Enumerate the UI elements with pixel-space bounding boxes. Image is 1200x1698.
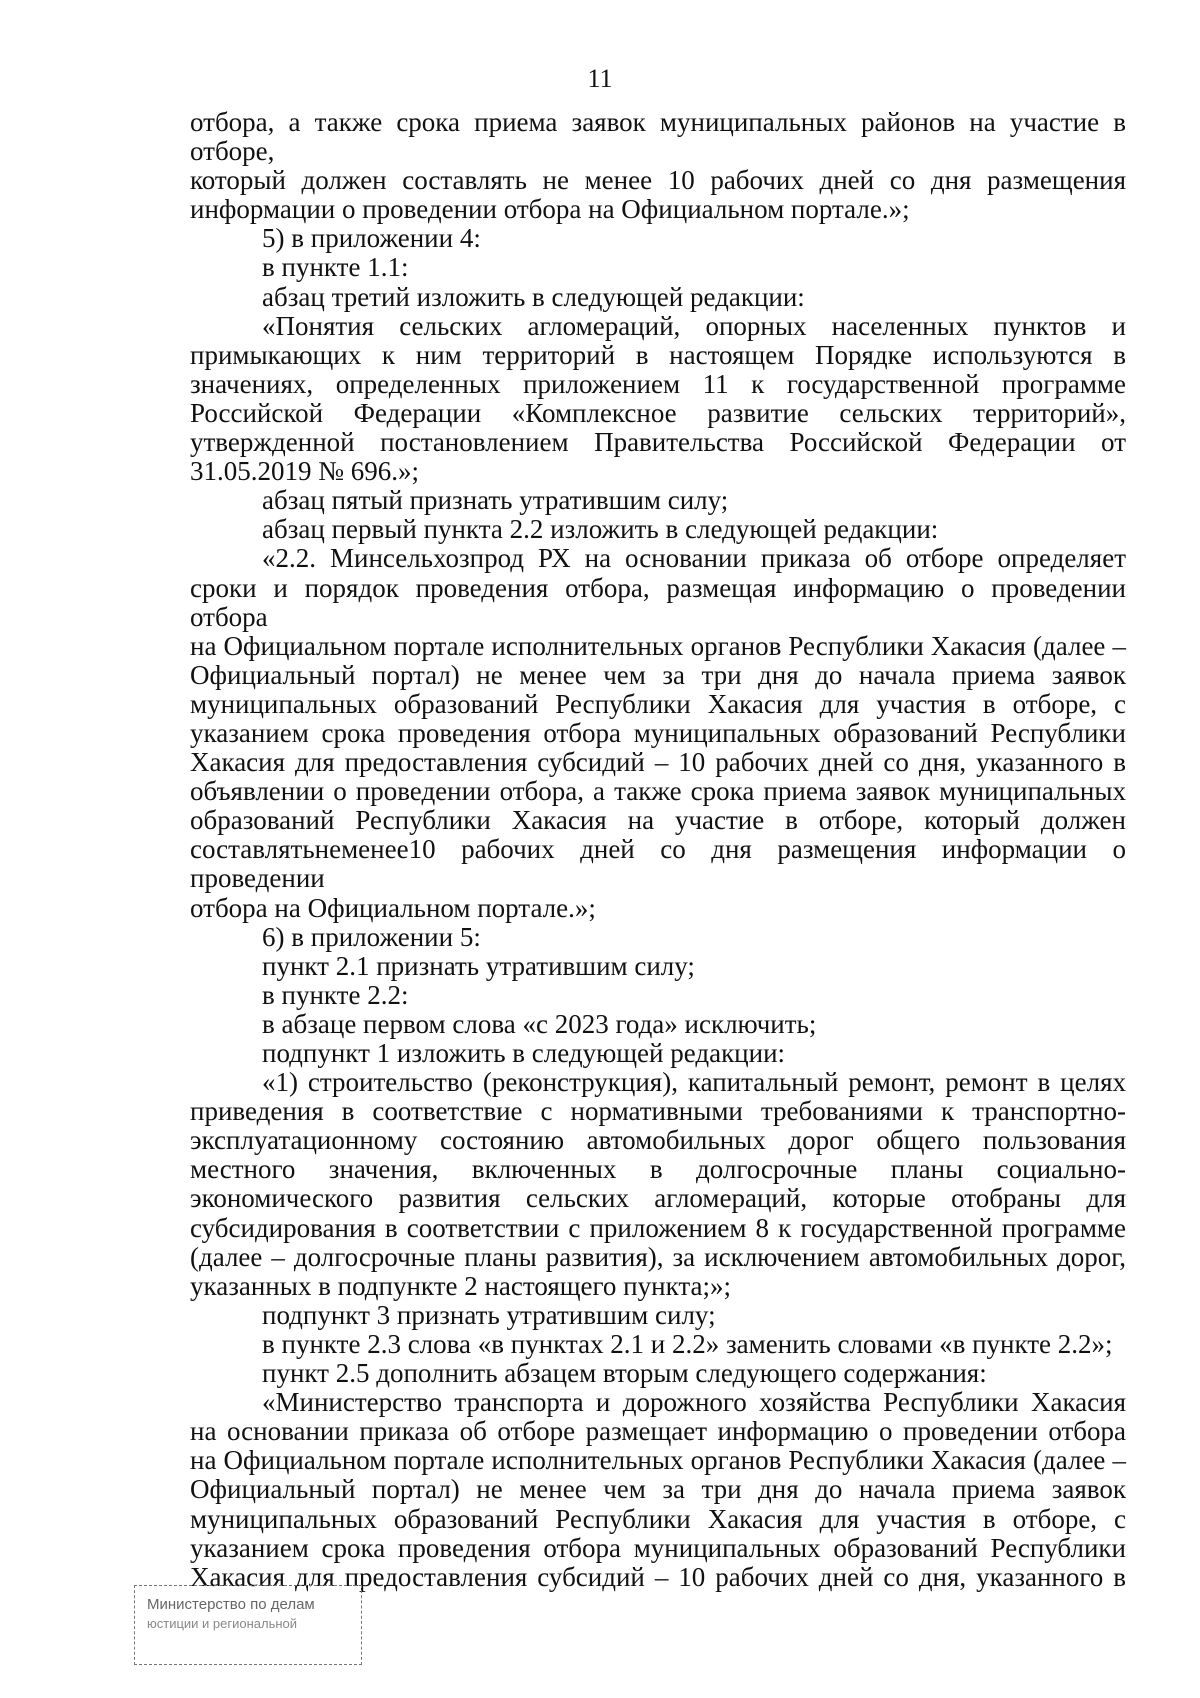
text-line: в пункте 2.2:	[262, 979, 409, 1010]
text-line: в пункте 1.1:	[262, 252, 409, 283]
text-line: субсидирования в соответствии с приложением 8 к государственной программе	[190, 1212, 1126, 1243]
text-line: муниципальных образований Республики Хакасия для участия в отборе, с	[190, 1503, 1126, 1534]
text-line: «1) строительство (реконструкция), капитальный ремонт, ремонт в целях	[262, 1067, 1126, 1098]
text-line: на основании приказа об отборе размещает информацию о проведении отбора	[190, 1416, 1126, 1447]
text-line: на Официальном портале исполнительных органов Республики Хакасия (далее –	[190, 1445, 1126, 1476]
text-line: в пункте 2.3 слова «в пунктах 2.1 и 2.2» заменить словами «в пункте 2.2»;	[262, 1328, 1113, 1359]
text-line: 6) в приложении 5:	[262, 921, 481, 952]
stamp-line-1: Министерство по делам	[147, 1596, 315, 1613]
text-line: экономического развития сельских агломераций, которые отобраны для	[190, 1183, 1126, 1214]
text-line: подпункт 3 признать утратившим силу;	[262, 1299, 716, 1330]
text-line: «Понятия сельских агломераций, опорных населенных пунктов и	[262, 310, 1126, 341]
text-line: отбора, а также срока приема заявок муниципальных районов на участие в отборе,	[190, 107, 1126, 167]
text-line: Российской Федерации «Комплексное развитие сельских территорий»,	[190, 397, 1126, 428]
text-line: приведения в соответствие с нормативными требованиями к транспортно-	[190, 1096, 1126, 1127]
document-body	[190, 108, 1126, 1592]
text-line: указанием срока проведения отбора муниципальных образований Республики	[190, 1532, 1126, 1563]
text-line: местного значения, включенных в долгосрочные планы социально-	[190, 1154, 1126, 1185]
text-line: «Министерство транспорта и дорожного хозяйства Республики Хакасия	[262, 1387, 1126, 1418]
text-line: Хакасия для предоставления субсидий – 10 рабочих дней со дня, указанного в	[190, 747, 1126, 778]
text-line: муниципальных образований Республики Хакасия для участия в отборе, с	[190, 688, 1126, 719]
text-line: утвержденной постановлением Правительства Российской Федерации от	[190, 427, 1126, 458]
text-line: пункт 2.1 признать утратившим силу;	[262, 950, 695, 981]
text-line: информации о проведении отбора на Официальном портале.»;	[190, 194, 910, 225]
text-line: Хакасия для предоставления субсидий – 10 рабочих дней со дня, указанного в	[190, 1561, 1126, 1592]
text-line: образований Республики Хакасия на участие в отборе, который должен	[190, 805, 1126, 836]
text-line: составлятьнеменее10 рабочих дней со дня размещения информации о проведении	[190, 834, 1126, 894]
text-line: подпункт 1 изложить в следующей редакции:	[262, 1038, 786, 1068]
text-line: «2.2. Минсельхозпрод РХ на основании приказа об отборе определяет	[262, 543, 1126, 574]
text-line: указанием срока проведения отбора муниципальных образований Республики	[190, 717, 1126, 748]
text-line: (далее – долгосрочные планы развития), за исключением автомобильных дорог,	[190, 1241, 1126, 1272]
text-line: Официальный портал) не менее чем за три дня до начала приема заявок	[190, 1474, 1126, 1505]
text-line: отбора на Официальном портале.»;	[190, 892, 596, 923]
text-line: абзац пятый признать утратившим силу;	[262, 485, 729, 516]
page-number: 11	[587, 64, 613, 93]
text-line: на Официальном портале исполнительных органов Республики Хакасия (далее –	[190, 630, 1126, 661]
text-line: который должен составлять не менее 10 рабочих дней со дня размещения	[190, 165, 1126, 196]
text-line: 5) в приложении 4:	[262, 223, 481, 254]
text-line: пункт 2.5 дополнить абзацем вторым следующего содержания:	[262, 1358, 987, 1389]
text-line: Официальный портал) не менее чем за три дня до начала приема заявок	[190, 659, 1126, 690]
text-line: 31.05.2019 № 696.»;	[190, 456, 420, 487]
text-line: эксплуатационному состоянию автомобильных дорог общего пользования	[190, 1125, 1126, 1156]
registration-stamp	[134, 1585, 362, 1665]
stamp-line-2: юстиции и региональной	[147, 1616, 298, 1631]
text-line: примыкающих к ним территорий в настоящем Порядке используются в	[190, 339, 1126, 370]
text-line: объявлении о проведении отбора, а также срока приема заявок муниципальных	[190, 776, 1126, 807]
text-line: абзац первый пункта 2.2 изложить в следующей редакции:	[262, 514, 939, 545]
text-line: сроки и порядок проведения отбора, размещая информацию о проведении отбора	[190, 572, 1126, 632]
text-line: абзац третий изложить в следующей редакции:	[262, 281, 805, 312]
text-line: значениях, определенных приложением 11 к государственной программе	[190, 368, 1126, 399]
text-line: в абзаце первом слова «с 2023 года» исключить;	[262, 1008, 817, 1039]
text-line: указанных в подпункте 2 настоящего пункта;»;	[190, 1270, 731, 1301]
